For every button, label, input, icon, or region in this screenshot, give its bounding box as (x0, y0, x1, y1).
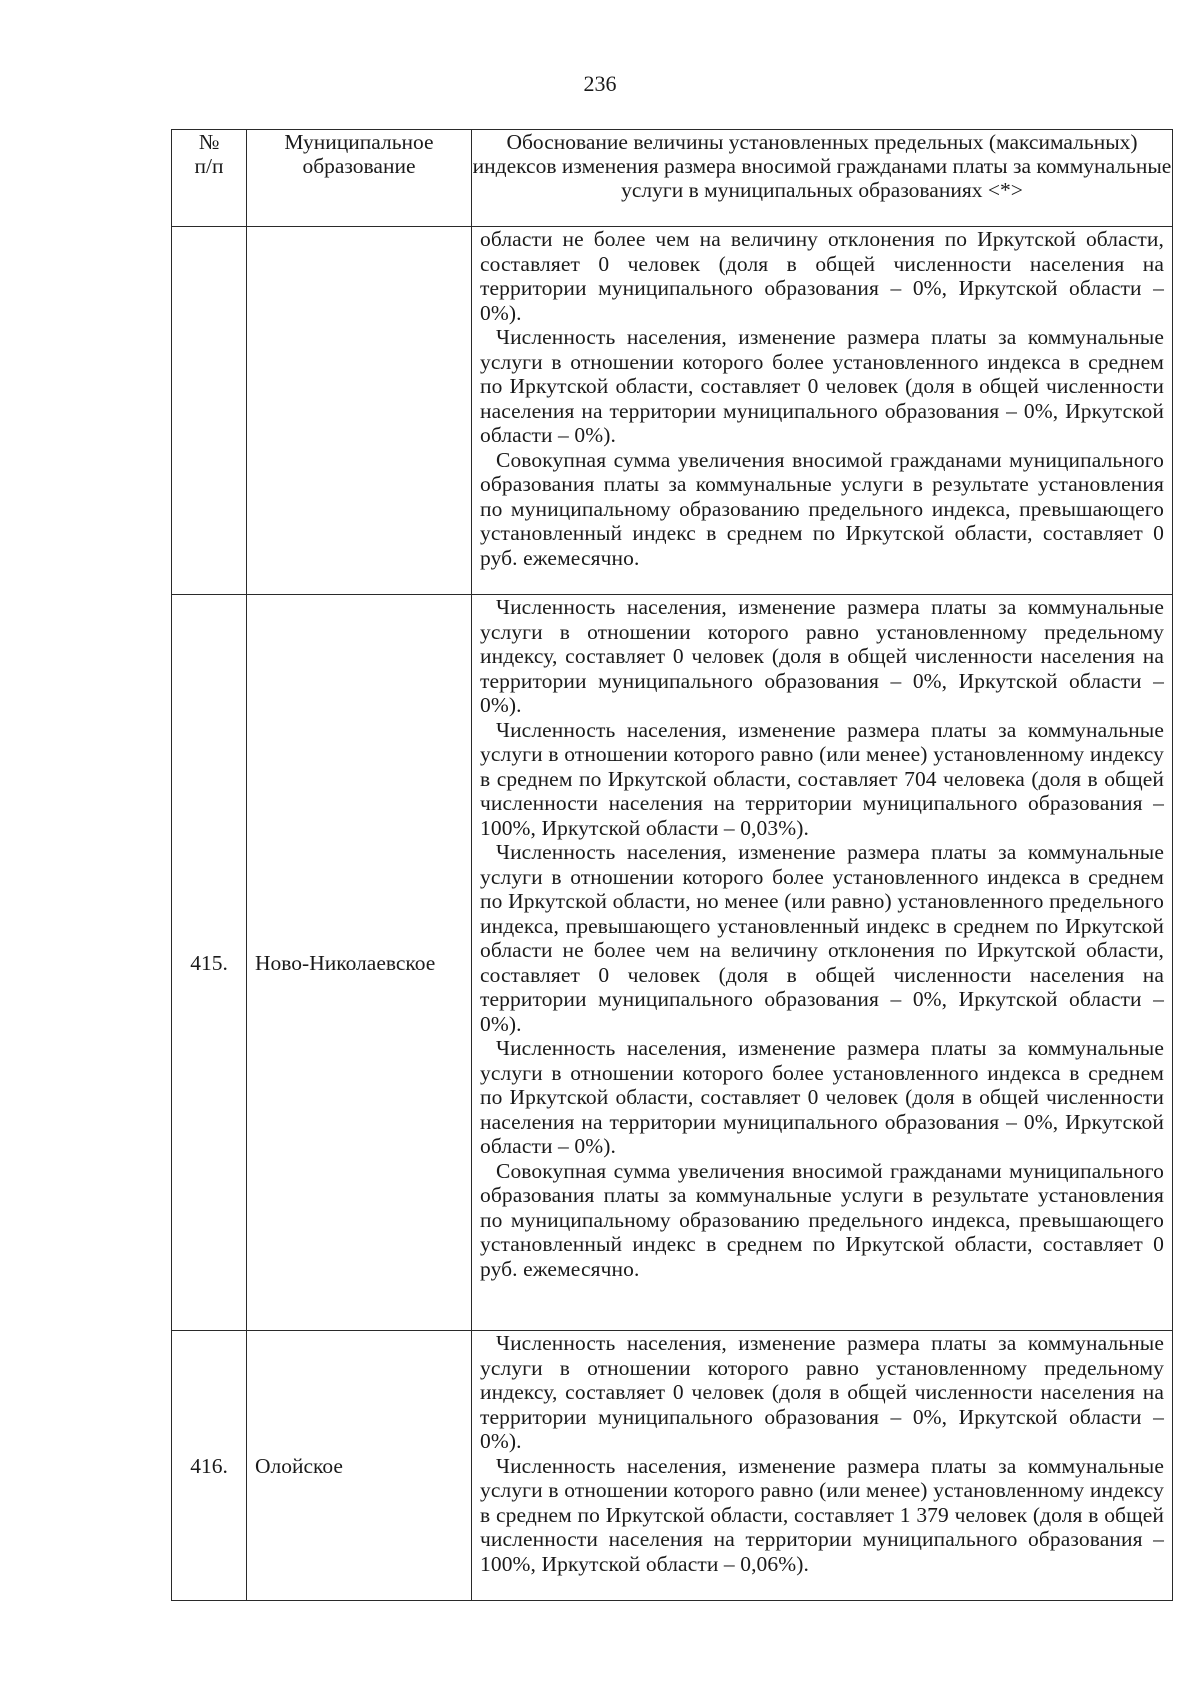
row-number (172, 227, 247, 595)
justification-paragraph: Совокупная сумма увеличения вносимой гражданами муниципального образования платы за коммунальные услуги в результате установления по муниципальному образованию предельного индекса, превышающего установленный индекс в среднем по Иркутской области, составляет 0 руб. ежемесячно. (480, 1158, 1164, 1281)
justification-paragraph: области не более чем на величину отклонения по Иркутской области, составляет 0 человек (доля в общей численности населения на территории муниципального образования – 0%, Иркутской области – 0%). (480, 227, 1164, 325)
table-row (172, 595, 1173, 1331)
row-justification (472, 595, 1173, 1331)
row-number: 416. (172, 1331, 247, 1601)
row-municipality: Ново-Николаевское (247, 595, 472, 1331)
page-number: 236 (583, 71, 617, 96)
justification-paragraph: Численность населения, изменение размера платы за коммунальные услуги в отношении которого более установленного индекса в среднем по Иркутской области, но менее (или равно) установленного предельного индекса, превышающего установленный индекс в среднем по Иркутской области не более чем на величину отклонения по Иркутской области, составляет 0 человек (доля в общей численности населения на территории муниципального образования – 0%, Иркутской области – 0%). (480, 840, 1164, 1036)
justification-paragraph: Совокупная сумма увеличения вносимой гражданами муниципального образования платы за коммунальные услуги в результате установления по муниципальному образованию предельного индекса, превышающего установленный индекс в среднем по Иркутской области, составляет 0 руб. ежемесячно. (480, 447, 1164, 570)
header-municipality: Муниципальное образование (247, 130, 472, 227)
table-row (172, 227, 1173, 595)
row-municipality: Олойское (247, 1331, 472, 1601)
row-justification (472, 1331, 1173, 1601)
justification-paragraph: Численность населения, изменение размера платы за коммунальные услуги в отношении которого равно (или менее) установленному индексу в среднем по Иркутской области, составляет 704 человека (доля в общей численности населения на территории муниципального образования – 100%, Иркутской области – 0,03%). (480, 717, 1164, 840)
header-justification: Обоснование величины установленных предельных (максимальных) индексов изменения размера вносимой гражданами платы за коммунальные услуги в муниципальных образованиях <*> (472, 130, 1173, 227)
header-number: № п/п (172, 130, 247, 227)
justification-paragraph: Численность населения, изменение размера платы за коммунальные услуги в отношении которого равно установленному предельному индексу, составляет 0 человек (доля в общей численности населения на территории муниципального образования – 0%, Иркутской области – 0%). (480, 1331, 1164, 1453)
table-row (172, 1331, 1173, 1601)
header-row (172, 130, 1173, 227)
indices-table (171, 129, 1173, 1601)
row-number: 415. (172, 595, 247, 1331)
justification-paragraph: Численность населения, изменение размера платы за коммунальные услуги в отношении которого более установленного индекса в среднем по Иркутской области, составляет 0 человек (доля в общей численности населения на территории муниципального образования – 0%, Иркутской области – 0%). (480, 325, 1164, 447)
justification-paragraph: Численность населения, изменение размера платы за коммунальные услуги в отношении которого более установленного индекса в среднем по Иркутской области, составляет 0 человек (доля в общей численности населения на территории муниципального образования – 0%, Иркутской области – 0%). (480, 1036, 1164, 1158)
justification-paragraph: Численность населения, изменение размера платы за коммунальные услуги в отношении которого равно (или менее) установленному индексу в среднем по Иркутской области, составляет 1 379 человек (доля в общей численности населения на территории муниципального образования – 100%, Иркутской области – 0,06%). (480, 1453, 1164, 1576)
justification-paragraph: Численность населения, изменение размера платы за коммунальные услуги в отношении которого равно установленному предельному индексу, составляет 0 человек (доля в общей численности населения на территории муниципального образования – 0%, Иркутской области – 0%). (480, 595, 1164, 717)
row-municipality (247, 227, 472, 595)
row-justification (472, 227, 1173, 595)
